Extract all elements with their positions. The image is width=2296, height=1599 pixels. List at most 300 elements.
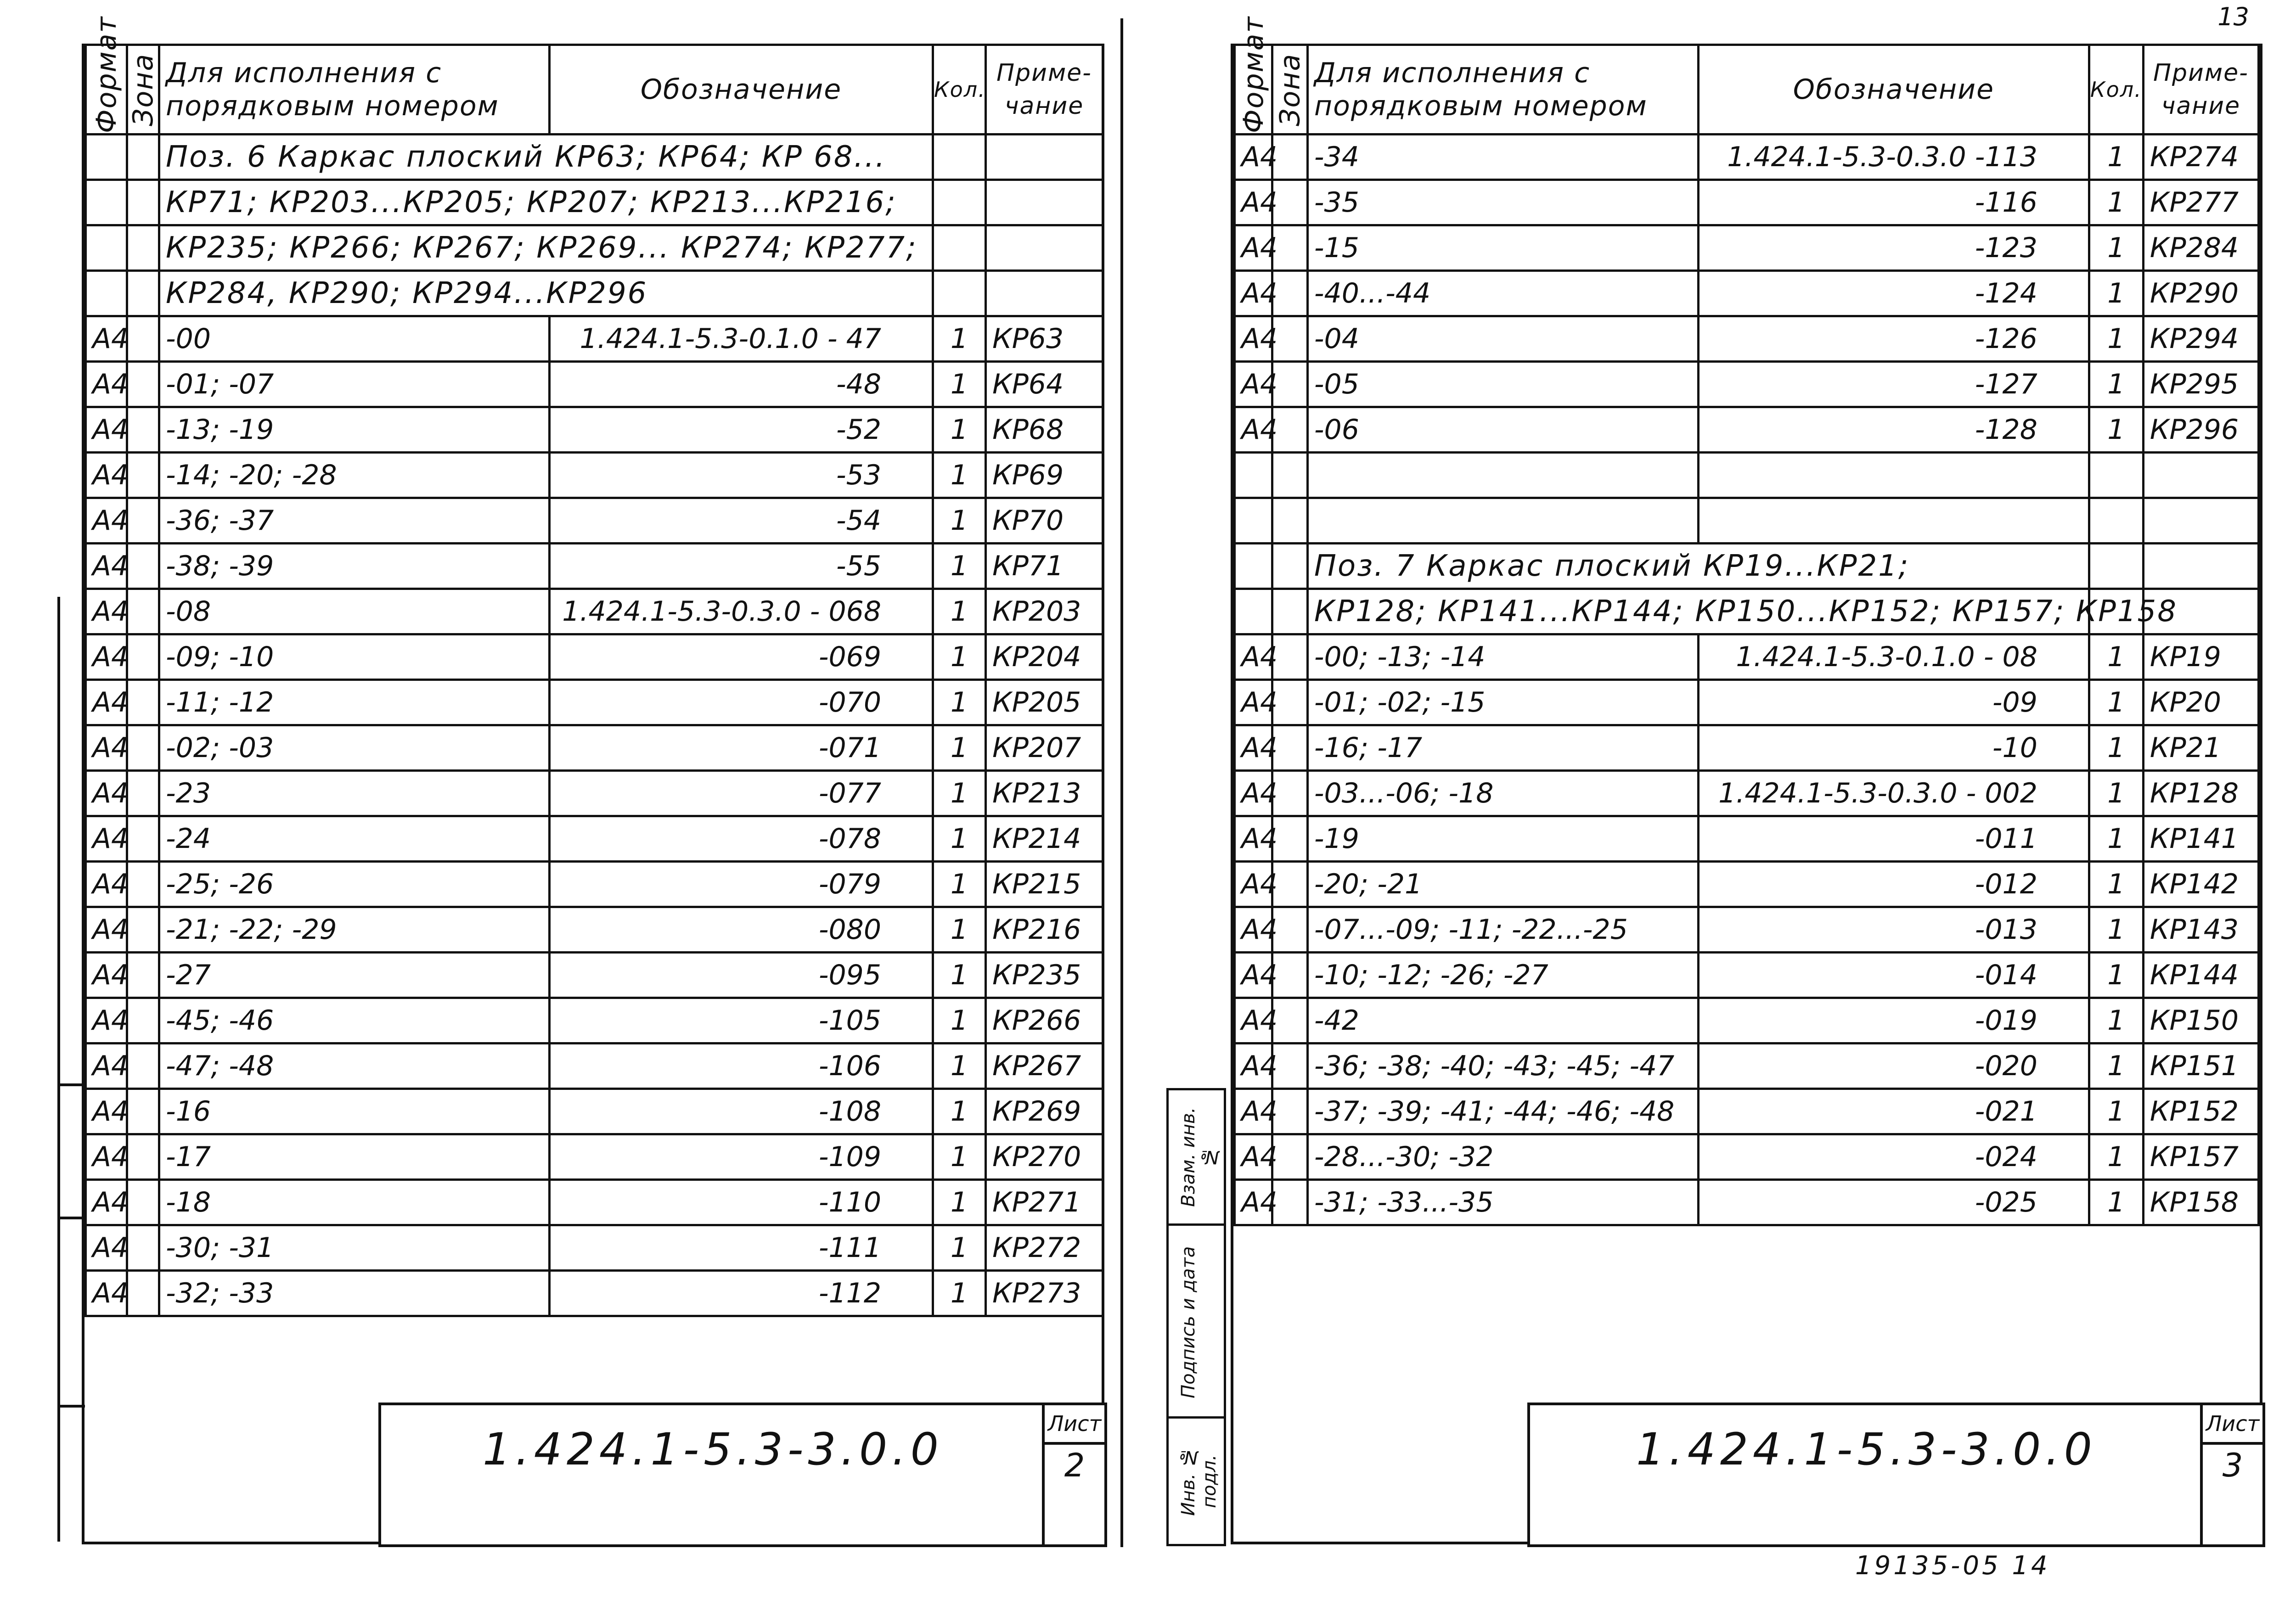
cell-primechanie: КР128 (2143, 771, 2258, 816)
cell-zone (127, 816, 159, 862)
cell-format: А4 (86, 1225, 127, 1271)
cell-kol: 1 (2089, 634, 2143, 680)
header-row (1235, 45, 2259, 135)
table-row (1235, 271, 2259, 316)
cell-ispolnenie: -16 (159, 1089, 550, 1134)
cell-primechanie: КР270 (986, 1134, 1103, 1180)
cell-ispolnenie: -16; -17 (1307, 725, 1698, 771)
cell-zone (127, 589, 159, 634)
cell-kol: 1 (933, 453, 986, 498)
cell-format (1235, 498, 1272, 544)
table-row (86, 1089, 1103, 1134)
cell-kol: 1 (933, 362, 986, 407)
header-ispolnenie: Для исполнения с порядковым номером (159, 45, 550, 135)
position-title: КР284, КР290; КР294...КР296 (159, 271, 933, 316)
cell-ispolnenie: -07...-09; -11; -22...-25 (1307, 907, 1698, 953)
header-primechanie: Приме-чание (986, 45, 1103, 135)
cell-oboznachenie: -069 (550, 634, 933, 680)
cell-ispolnenie: -27 (159, 953, 550, 998)
position-title-row (1235, 544, 2259, 589)
cell-zone (127, 725, 159, 771)
cell-kol: 1 (2089, 771, 2143, 816)
cell-oboznachenie (1698, 498, 2089, 544)
header-oboznachenie: Обозначение (550, 45, 933, 135)
cell-kol: 1 (933, 1225, 986, 1271)
cell-oboznachenie: -126 (1698, 316, 2089, 362)
cell-zone (127, 544, 159, 589)
cell-kol: 1 (933, 1134, 986, 1180)
cell-oboznachenie: -011 (1698, 816, 2089, 862)
cell-kol (2089, 544, 2143, 589)
cell-primechanie: КР214 (986, 816, 1103, 862)
cell-primechanie: КР294 (2143, 316, 2258, 362)
cell-primechanie: КР157 (2143, 1134, 2258, 1180)
cell-kol (933, 225, 986, 271)
stamp-code: 1.424.1-5.3-3.0.0 (483, 1424, 943, 1475)
strip-label-inv: Инв. № подл. (1178, 1446, 1220, 1516)
cell-format (86, 271, 127, 316)
cell-primechanie: КР296 (2143, 407, 2258, 453)
cell-format: А4 (86, 589, 127, 634)
table-row (1235, 862, 2259, 907)
list-label: Лист (2203, 1405, 2262, 1445)
cell-kol: 1 (933, 1044, 986, 1089)
cell-format: А4 (86, 634, 127, 680)
cell-zone (127, 1180, 159, 1225)
cell-format (86, 225, 127, 271)
position-title-row (86, 135, 1103, 180)
cell-format: А4 (1235, 725, 1272, 771)
cell-format (86, 180, 127, 225)
cell-kol: 1 (933, 1180, 986, 1225)
cell-oboznachenie: -128 (1698, 407, 2089, 453)
cell-format: А4 (1235, 998, 1272, 1044)
cell-oboznachenie: -106 (550, 1044, 933, 1089)
strip-cell-vzam (1169, 1090, 1224, 1223)
cell-ispolnenie: -30; -31 (159, 1225, 550, 1271)
cell-ispolnenie (1307, 498, 1698, 544)
table-row (1235, 634, 2259, 680)
cell-kol: 1 (2089, 953, 2143, 998)
cell-format: А4 (1235, 407, 1272, 453)
cell-primechanie: КР152 (2143, 1089, 2258, 1134)
cell-primechanie: КР274 (2143, 135, 2258, 180)
cell-format: А4 (86, 953, 127, 998)
position-title-row (86, 271, 1103, 316)
strip-label-podpis: Подпись и дата (1178, 1246, 1199, 1398)
cell-ispolnenie: -23 (159, 771, 550, 816)
cell-ispolnenie: -38; -39 (159, 544, 550, 589)
cell-zone (127, 498, 159, 544)
cell-kol: 1 (933, 862, 986, 907)
cell-primechanie: КР142 (2143, 862, 2258, 907)
footer-archive-code: 19135-05 14 (1855, 1551, 2050, 1581)
cell-zone (127, 634, 159, 680)
cell-kol: 1 (2089, 180, 2143, 225)
cell-format (1235, 589, 1272, 634)
table-row (86, 498, 1103, 544)
table-row (86, 771, 1103, 816)
cell-ispolnenie: -28...-30; -32 (1307, 1134, 1698, 1180)
table-row (86, 816, 1103, 862)
cell-primechanie: КР295 (2143, 362, 2258, 407)
cell-primechanie: КР277 (2143, 180, 2258, 225)
strip-label-vzam: Взам. инв. № (1178, 1107, 1220, 1207)
cell-kol: 1 (2089, 998, 2143, 1044)
cell-primechanie: КР207 (986, 725, 1103, 771)
cell-ispolnenie: -35 (1307, 180, 1698, 225)
cell-primechanie (2143, 544, 2258, 589)
cell-kol: 1 (933, 544, 986, 589)
table-row (1235, 1089, 2259, 1134)
cell-oboznachenie: -124 (1698, 271, 2089, 316)
cell-ispolnenie: -11; -12 (159, 680, 550, 725)
cell-ispolnenie: -37; -39; -41; -44; -46; -48 (1307, 1089, 1698, 1134)
cell-ispolnenie: -02; -03 (159, 725, 550, 771)
cell-format (86, 135, 127, 180)
header-format: Формат (1235, 45, 1272, 135)
table-row (1235, 816, 2259, 862)
cell-zone (127, 680, 159, 725)
cell-primechanie (2143, 453, 2258, 498)
cell-kol: 1 (2089, 1089, 2143, 1134)
position-title: КР235; КР266; КР267; КР269... КР274; КР277; (159, 225, 933, 271)
cell-kol: 1 (2089, 862, 2143, 907)
cell-format: А4 (86, 680, 127, 725)
strip-cell-podpis (1169, 1223, 1224, 1419)
cell-oboznachenie: -52 (550, 407, 933, 453)
cell-primechanie: КР150 (2143, 998, 2258, 1044)
header-row (86, 45, 1103, 135)
cell-kol: 1 (2089, 816, 2143, 862)
cell-primechanie: КР68 (986, 407, 1103, 453)
cell-zone (127, 316, 159, 362)
spec-table-right (1233, 16, 2260, 1226)
table-row (1235, 180, 2259, 225)
cell-ispolnenie: -34 (1307, 135, 1698, 180)
table-row (1235, 407, 2259, 453)
cell-format: А4 (1235, 362, 1272, 407)
cell-primechanie: КР204 (986, 634, 1103, 680)
cell-kol: 1 (933, 680, 986, 725)
cell-oboznachenie: -48 (550, 362, 933, 407)
cell-format: А4 (1235, 1044, 1272, 1089)
table-row (86, 1134, 1103, 1180)
approval-side-strip (1166, 1088, 1226, 1546)
cell-primechanie: КР21 (2143, 725, 2258, 771)
cell-primechanie (986, 225, 1103, 271)
cell-oboznachenie: -077 (550, 771, 933, 816)
list-box (2200, 1405, 2262, 1544)
cell-oboznachenie: -095 (550, 953, 933, 998)
table-row (86, 407, 1103, 453)
margin-tick (57, 1217, 85, 1219)
cell-primechanie (986, 271, 1103, 316)
cell-primechanie: КР203 (986, 589, 1103, 634)
cell-primechanie: КР216 (986, 907, 1103, 953)
table-row (86, 998, 1103, 1044)
cell-primechanie: КР69 (986, 453, 1103, 498)
cell-ispolnenie: -08 (159, 589, 550, 634)
cell-ispolnenie: -32; -33 (159, 1271, 550, 1316)
header-oboznachenie: Обозначение (1698, 45, 2089, 135)
cell-kol: 1 (2089, 271, 2143, 316)
cell-format: А4 (86, 1180, 127, 1225)
cell-zone (1272, 544, 1308, 589)
cell-kol: 1 (2089, 1134, 2143, 1180)
position-title: Поз. 6 Каркас плоский КР63; КР64; КР 68... (159, 135, 933, 180)
cell-ispolnenie: -14; -20; -28 (159, 453, 550, 498)
cell-primechanie: КР158 (2143, 1180, 2258, 1225)
cell-format: А4 (86, 1089, 127, 1134)
list-label: Лист (1045, 1405, 1104, 1445)
table-row (1235, 680, 2259, 725)
cell-oboznachenie: -105 (550, 998, 933, 1044)
cell-format: А4 (1235, 180, 1272, 225)
table-row (1235, 771, 2259, 816)
cell-oboznachenie: -079 (550, 862, 933, 907)
cell-kol (2089, 498, 2143, 544)
cell-ispolnenie: -36; -37 (159, 498, 550, 544)
empty-row (1235, 453, 2259, 498)
cell-primechanie: КР71 (986, 544, 1103, 589)
cell-ispolnenie: -24 (159, 816, 550, 862)
cell-oboznachenie: -078 (550, 816, 933, 862)
cell-zone (127, 998, 159, 1044)
cell-kol: 1 (2089, 316, 2143, 362)
cell-zone (1272, 453, 1308, 498)
cell-ispolnenie: -04 (1307, 316, 1698, 362)
cell-format: А4 (86, 862, 127, 907)
cell-oboznachenie: -110 (550, 1180, 933, 1225)
empty-row (1235, 498, 2259, 544)
table-row (86, 907, 1103, 953)
cell-zone (1272, 498, 1308, 544)
table-row (86, 544, 1103, 589)
cell-oboznachenie: -025 (1698, 1180, 2089, 1225)
cell-oboznachenie: -020 (1698, 1044, 2089, 1089)
cell-kol (933, 271, 986, 316)
cell-primechanie: КР271 (986, 1180, 1103, 1225)
cell-zone (127, 771, 159, 816)
cell-primechanie: КР19 (2143, 634, 2258, 680)
cell-primechanie: КР284 (2143, 225, 2258, 271)
cell-oboznachenie: -53 (550, 453, 933, 498)
cell-kol: 1 (933, 1271, 986, 1316)
table-row (86, 453, 1103, 498)
cell-format: А4 (1235, 862, 1272, 907)
right-body (1235, 135, 2259, 1225)
cell-zone (127, 953, 159, 998)
cell-ispolnenie: -00 (159, 316, 550, 362)
cell-oboznachenie: -021 (1698, 1089, 2089, 1134)
cell-primechanie: КР213 (986, 771, 1103, 816)
cell-primechanie: КР269 (986, 1089, 1103, 1134)
table-row (1235, 135, 2259, 180)
cell-oboznachenie: -123 (1698, 225, 2089, 271)
cell-primechanie: КР144 (2143, 953, 2258, 998)
table-row (86, 1271, 1103, 1316)
cell-zone (127, 362, 159, 407)
position-title: КР128; КР141...КР144; КР150...КР152; КР157; КР158 (1307, 589, 2089, 634)
table-row (1235, 362, 2259, 407)
cell-ispolnenie: -05 (1307, 362, 1698, 407)
cell-oboznachenie: -014 (1698, 953, 2089, 998)
sheet-left (82, 16, 1104, 1544)
table-row (86, 634, 1103, 680)
cell-ispolnenie: -17 (159, 1134, 550, 1180)
table-row (1235, 316, 2259, 362)
table-row (86, 680, 1103, 725)
cell-zone (127, 225, 159, 271)
cell-oboznachenie: 1.424.1-5.3-0.3.0 -113 (1698, 135, 2089, 180)
header-ispolnenie: Для исполнения с порядковым номером (1307, 45, 1698, 135)
cell-primechanie: КР143 (2143, 907, 2258, 953)
cell-format: А4 (1235, 1089, 1272, 1134)
cell-format: А4 (86, 316, 127, 362)
cell-oboznachenie: -019 (1698, 998, 2089, 1044)
table-row (86, 1180, 1103, 1225)
cell-zone (127, 180, 159, 225)
cell-primechanie: КР215 (986, 862, 1103, 907)
cell-format: А4 (86, 1134, 127, 1180)
cell-kol: 1 (933, 498, 986, 544)
table-row (86, 862, 1103, 907)
cell-kol: 1 (933, 589, 986, 634)
cell-ispolnenie: -00; -13; -14 (1307, 634, 1698, 680)
cell-format: А4 (86, 498, 127, 544)
sheet-right (1231, 16, 2262, 1544)
cell-kol: 1 (2089, 225, 2143, 271)
cell-ispolnenie: -03...-06; -18 (1307, 771, 1698, 816)
cell-kol: 1 (933, 998, 986, 1044)
cell-kol: 1 (933, 1089, 986, 1134)
cell-zone (127, 1271, 159, 1316)
header-format: Формат (86, 45, 127, 135)
header-kol: Кол. (2089, 45, 2143, 135)
cell-primechanie (2143, 498, 2258, 544)
cell-format: А4 (1235, 907, 1272, 953)
cell-primechanie: КР151 (2143, 1044, 2258, 1089)
list-box (1042, 1405, 1104, 1544)
cell-zone (1272, 589, 1308, 634)
cell-zone (127, 862, 159, 907)
stamp-code: 1.424.1-5.3-3.0.0 (1636, 1424, 2097, 1475)
cell-oboznachenie: -024 (1698, 1134, 2089, 1180)
cell-zone (127, 407, 159, 453)
cell-ispolnenie: -42 (1307, 998, 1698, 1044)
position-title-row (1235, 589, 2259, 634)
cell-kol: 1 (933, 725, 986, 771)
cell-oboznachenie: -112 (550, 1271, 933, 1316)
table-row (86, 1225, 1103, 1271)
cell-ispolnenie: -20; -21 (1307, 862, 1698, 907)
cell-zone (127, 1225, 159, 1271)
list-number: 2 (1064, 1447, 1085, 1484)
cell-ispolnenie: -25; -26 (159, 862, 550, 907)
table-row (86, 589, 1103, 634)
cell-primechanie: КР63 (986, 316, 1103, 362)
table-row (1235, 1180, 2259, 1225)
cell-oboznachenie: 1.424.1-5.3-0.3.0 - 068 (550, 589, 933, 634)
cell-format: А4 (86, 816, 127, 862)
cell-primechanie: КР290 (2143, 271, 2258, 316)
cell-primechanie: КР267 (986, 1044, 1103, 1089)
cell-ispolnenie (1307, 453, 1698, 498)
cell-oboznachenie: -013 (1698, 907, 2089, 953)
cell-format: А4 (86, 907, 127, 953)
cell-format: А4 (86, 544, 127, 589)
cell-zone (127, 271, 159, 316)
cell-primechanie: КР20 (2143, 680, 2258, 725)
cell-kol: 1 (2089, 135, 2143, 180)
cell-format: А4 (1235, 316, 1272, 362)
cell-oboznachenie: -54 (550, 498, 933, 544)
cell-format (1235, 453, 1272, 498)
header-kol: Кол. (933, 45, 986, 135)
cell-primechanie: КР272 (986, 1225, 1103, 1271)
cell-ispolnenie: -13; -19 (159, 407, 550, 453)
cell-oboznachenie: 1.424.1-5.3-0.1.0 - 08 (1698, 634, 2089, 680)
table-row (86, 725, 1103, 771)
cell-kol: 1 (2089, 1180, 2143, 1225)
sheet-divider (1120, 18, 1123, 1547)
corner-page-number: 13 (2217, 2, 2249, 31)
cell-ispolnenie: -21; -22; -29 (159, 907, 550, 953)
cell-kol: 1 (2089, 1044, 2143, 1089)
cell-format: А4 (86, 998, 127, 1044)
cell-format: А4 (1235, 225, 1272, 271)
cell-primechanie (986, 180, 1103, 225)
spec-table-left (84, 16, 1104, 1317)
table-row (1235, 225, 2259, 271)
cell-ispolnenie: -10; -12; -26; -27 (1307, 953, 1698, 998)
cell-format: А4 (1235, 1180, 1272, 1225)
table-row (1235, 953, 2259, 998)
cell-zone (127, 1044, 159, 1089)
cell-oboznachenie: -127 (1698, 362, 2089, 407)
cell-format: А4 (1235, 271, 1272, 316)
header-zone: Зона (1272, 45, 1308, 135)
margin-tick (57, 1405, 85, 1408)
cell-ispolnenie: -19 (1307, 816, 1698, 862)
cell-oboznachenie: -070 (550, 680, 933, 725)
header-zone: Зона (127, 45, 159, 135)
table-row (1235, 1134, 2259, 1180)
cell-format: А4 (1235, 816, 1272, 862)
cell-oboznachenie: -012 (1698, 862, 2089, 907)
cell-primechanie: КР266 (986, 998, 1103, 1044)
cell-ispolnenie: -15 (1307, 225, 1698, 271)
cell-format: А4 (1235, 680, 1272, 725)
cell-primechanie: КР70 (986, 498, 1103, 544)
cell-oboznachenie: -111 (550, 1225, 933, 1271)
cell-primechanie (986, 135, 1103, 180)
table-row (1235, 998, 2259, 1044)
cell-ispolnenie: -36; -38; -40; -43; -45; -47 (1307, 1044, 1698, 1089)
table-row (1235, 907, 2259, 953)
cell-kol (933, 135, 986, 180)
cell-format: А4 (1235, 953, 1272, 998)
cell-kol: 1 (933, 316, 986, 362)
list-number: 3 (2222, 1447, 2243, 1484)
cell-ispolnenie: -09; -10 (159, 634, 550, 680)
left-body (86, 135, 1103, 1316)
cell-ispolnenie: -40...-44 (1307, 271, 1698, 316)
cell-kol: 1 (2089, 407, 2143, 453)
cell-oboznachenie: 1.424.1-5.3-0.1.0 - 47 (550, 316, 933, 362)
table-row (86, 953, 1103, 998)
